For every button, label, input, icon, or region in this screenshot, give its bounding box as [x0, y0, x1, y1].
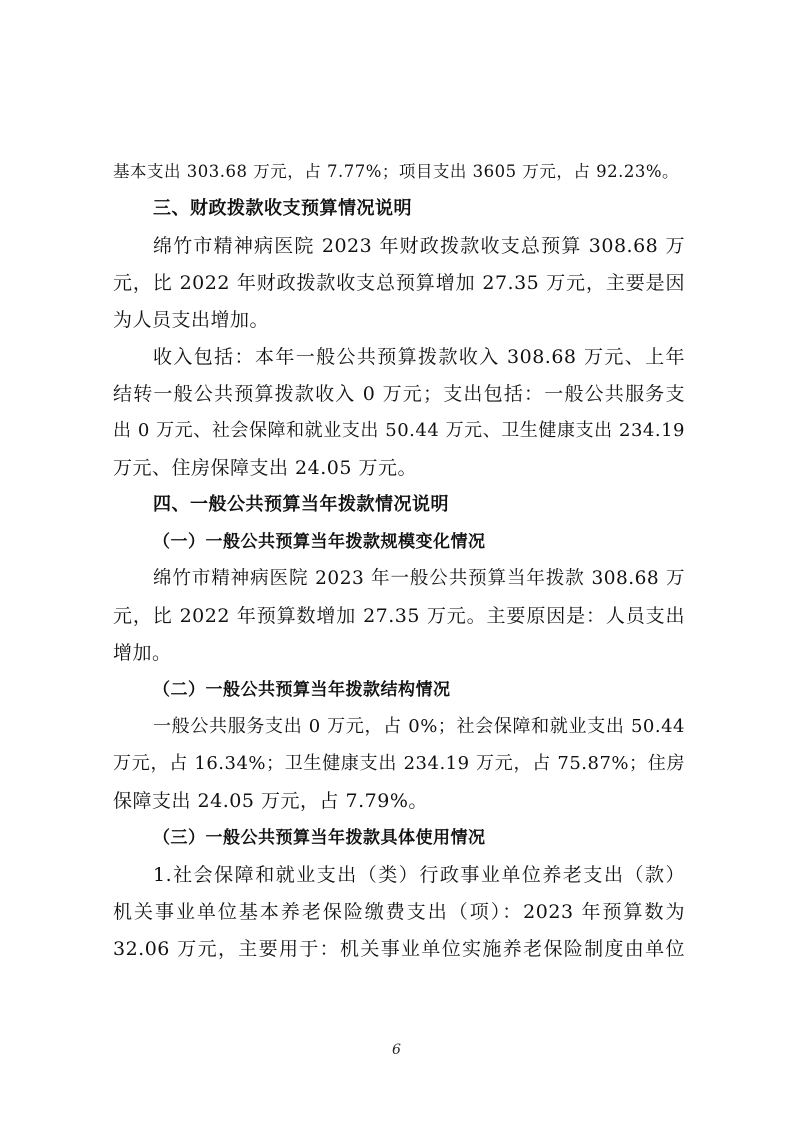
paragraph-line: 基本支出 303.68 万元，占 7.77%；项目支出 3605 万元，占 92.23%。 [113, 162, 680, 181]
paragraph-line: 绵竹市精神病医院 2023 年财政拨款收支总预算 308.68 万 [153, 235, 685, 257]
paragraph-line: 收入包括：本年一般公共预算拨款收入 308.68 万元、上年 [153, 346, 685, 368]
subsection-heading: （三）一般公共预算当年拨款具体使用情况 [153, 828, 486, 848]
paragraph-line: 保障支出 24.05 万元，占 7.79%。 [113, 790, 428, 812]
paragraph-line: 万元、住房保障支出 24.05 万元。 [113, 457, 417, 479]
paragraph-line: 增加。 [113, 642, 172, 664]
subsection-heading: （一）一般公共预算当年拨款规模变化情况 [153, 532, 486, 552]
paragraph-line: 机关事业单位基本养老保险缴费支出（项）：2023 年预算数为 [113, 901, 685, 923]
paragraph-line: 结转一般公共预算拨款收入 0 万元；支出包括：一般公共服务支 [113, 383, 685, 405]
paragraph-line: 万元，占 16.34%；卫生健康支出 234.19 万元，占 75.87%；住房 [113, 753, 685, 774]
page-number: 6 [392, 1042, 401, 1058]
paragraph-line: 绵竹市精神病医院 2023 年一般公共预算当年拨款 308.68 万 [153, 568, 685, 589]
paragraph-line: 元，比 2022 年财政拨款收支总预算增加 27.35 万元，主要是因 [113, 272, 685, 294]
paragraph-line: 1.社会保障和就业支出（类）行政事业单位养老支出（款） [153, 864, 685, 886]
subsection-heading: （二）一般公共预算当年拨款结构情况 [153, 680, 451, 700]
paragraph-line: 出 0 万元、社会保障和就业支出 50.44 万元、卫生健康支出 234.19 [113, 420, 685, 441]
section-heading: 三、财政拨款收支预算情况说明 [153, 198, 412, 219]
paragraph-line: 为人员支出增加。 [113, 309, 270, 331]
paragraph-line: 元，比 2022 年预算数增加 27.35 万元。主要原因是：人员支出 [113, 605, 685, 627]
paragraph-line: 32.06 万元，主要用于：机关事业单位实施养老保险制度由单位 [113, 938, 685, 960]
section-heading: 四、一般公共预算当年拨款情况说明 [153, 494, 449, 515]
paragraph-line: 一般公共服务支出 0 万元，占 0%；社会保障和就业支出 50.44 [153, 716, 685, 737]
